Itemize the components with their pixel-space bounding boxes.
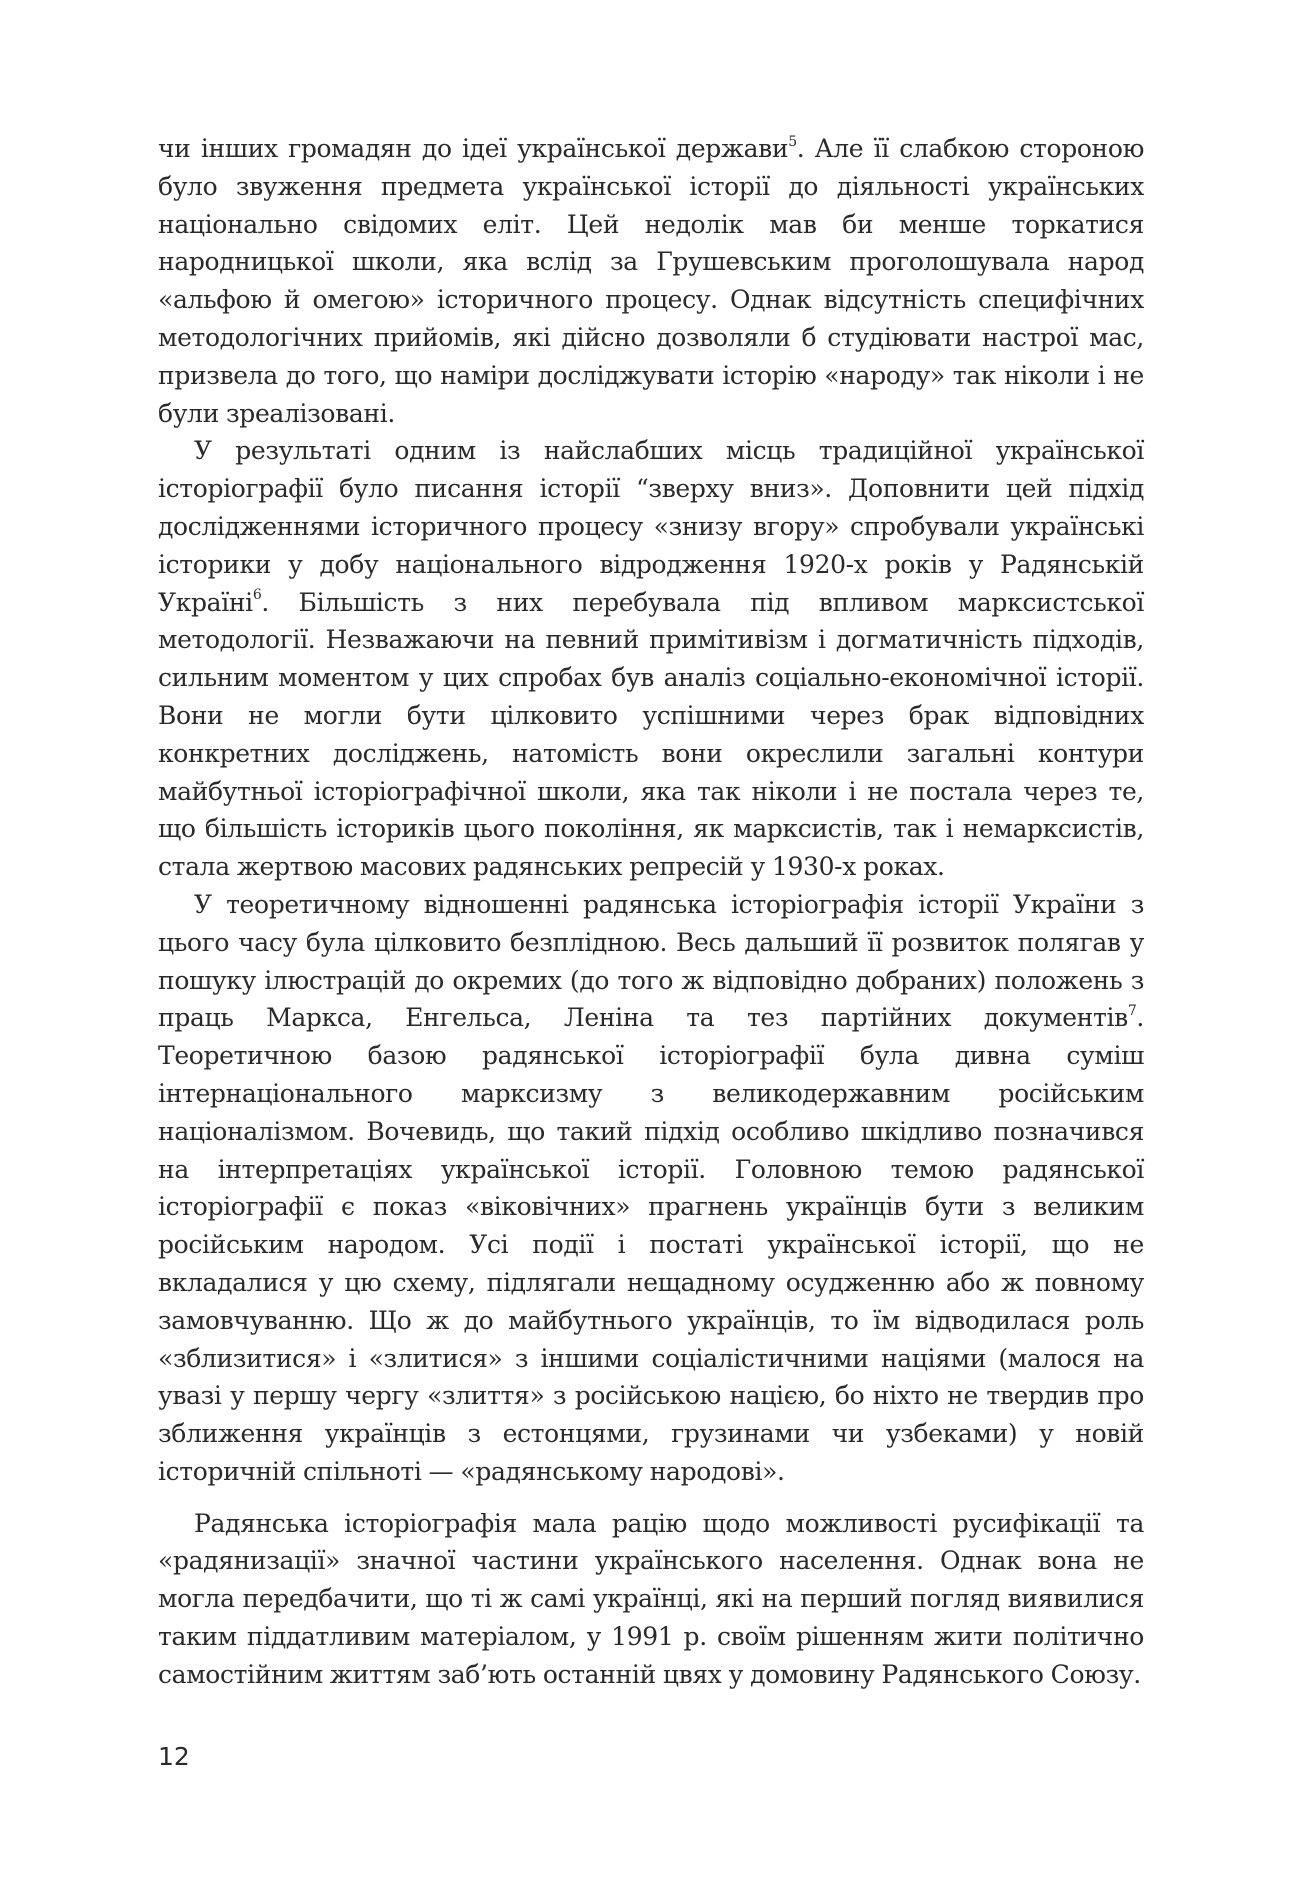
paragraph-1: [158, 130, 1144, 432]
paragraph-1-text-b: . Але її слабкою стороною було звуження предмета української історії до діяльності українських національно свідомих еліт. Цей недолік мав би менше торкатися народницької школи, яка вслід за Грушевським проголошувала народ «альфою й омегою» історичного процесу. Однак відсутність специфічних методологічних прийомів, які дійсно дозволяли б студіювати настрої мас, призвела до того, що наміри досліджувати історію «народу» так ніколи і не були зреалізовані.: [158, 134, 1144, 428]
body-text: [158, 130, 1144, 1694]
footnote-marker: 6: [252, 587, 262, 604]
paragraph-4: [158, 1505, 1144, 1694]
page-number: 12: [158, 1742, 190, 1771]
footnote-marker: 7: [1127, 1003, 1137, 1019]
paragraph-3: [158, 886, 1144, 1491]
footnote-marker: 5: [788, 133, 797, 150]
paragraph-4-text-a: Радянська історіографія мала рацію щодо можливості русифікації та «радянизації» значної частини українського населення. Однак вона не могла передбачити, що ті ж самі українці, які на перший погляд виявилися таким піддатливим матеріалом, у 1991 р. своїм рішенням жити політично самостійним життям заб’ють останній цвях у домовину Радянського Союзу.: [158, 1508, 1144, 1689]
paragraph-3-text-a: У теоретичному відношенні радянська історіографія історії України з цього часу була цілковито безплідною. Весь дальший її розвиток полягав у пошуку ілюстрацій до окремих (до того ж відповідно добраних) положень з праць Маркса, Енгельса, Леніна та тез партійних документів: [158, 889, 1144, 1033]
paragraph-3-text-b: . Теоретичною базою радянської історіографії була дивна суміш інтернаціонального марксизму з великодержавним російським націоналізмом. Вочевидь, що такий підхід особливо шкідливо позначився на інтерпретаціях української історії. Головною темою радянської історіографії є показ «віковічних» прагнень українців бути з великим російським народом. Усі події і постаті української історії, що не вкладалися у цю схему, підлягали нещадному осудженню або ж повному замовчуванню. Що ж до майбутнього українців, то їм відводилася роль «зблизитися» і «злитися» з іншими соціалістичними націями (малося на увазі у першу чергу «злиття» з російською нацією, бо ніхто не твердив про зближення українців з естонцями, грузинами чи узбеками) у новій історичній спільноті — «радянському народові».: [158, 1003, 1144, 1486]
paragraph-1-text-a: чи інших громадян до ідеї української держави: [158, 134, 789, 163]
paragraph-2-text-b: . Більшість з них перебувала під впливом марксистської методології. Незважаючи на певний примітивізм і догматичність підходів, сильним моментом у цих спробах був аналіз соціально-економічної історії. Вони не могли бути цілковито успішними через брак відповідних конкретних досліджень, натомість вони окреслили загальні контури майбутньої історіографічної школи, яка так ніколи і не постала через те, що більшість істориків цього покоління, як марксистів, так і немарксистів, стала жертвою масових радянських репресій у 1930-х роках.: [158, 587, 1144, 882]
paragraph-2-text-a: У результаті одним із найслабших місць традиційної української історіографії було писання історії “зверху вниз». Доповнити цей підхід дослідженнями історичного процесу «знизу вгору» спробували українські історики у добу національного відродження 1920-х років у Радянській Україні: [158, 436, 1144, 617]
paragraph-2: [158, 432, 1144, 886]
